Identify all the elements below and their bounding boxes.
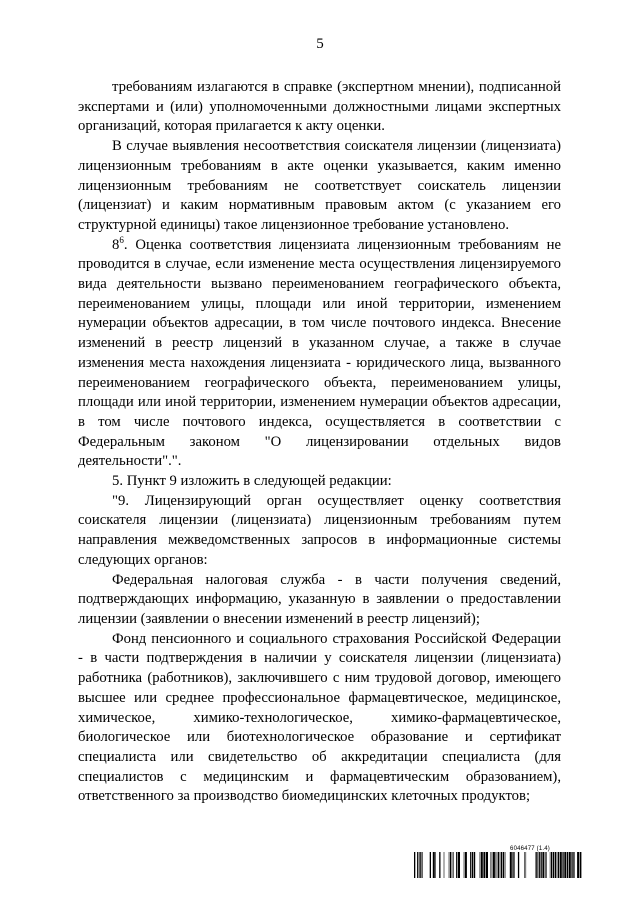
paragraph-4: 5. Пункт 9 изложить в следующей редакции: [112, 473, 392, 490]
page-number: 5 [316, 36, 324, 52]
barcode-image [414, 852, 582, 878]
paragraph-3-text: . Оценка соответствия лицензиата лицензионным требованиям не проводится в случае, если изменение места осуществления лицензируемого вида деятельности вызвано переименованием географического объекта, переименованием улицы, площади или иной территории, изменением нумерации объектов адресации, в том числе почтового индекса. Внесение изменений в реестр лицензий в указанном случае, а также в случае изменения места нахождения лицензиата - юридического лица, вызванного переименованием географического объекта, переименованием улицы, площади или иной территории, изменением нумерации объектов адресации, в том числе почтового индекса, осуществляется в соответствии с Федеральным законом "О лицензировании отдельных видов деятельности".". [78, 236, 561, 470]
paragraph-6: Федеральная налоговая служба - в части получения сведений, подтверждающих информацию, указанную в заявлении о предоставлении лицензии (заявлении о внесении изменений в реестр лицензий); [78, 571, 561, 627]
paragraph-1: требованиям излагаются в справке (экспертном мнении), подписанной экспертами и (или) уполномоченными должностными лицами экспертных организаций, которая прилагается к акту оценки. [78, 79, 561, 135]
document-body [78, 78, 561, 807]
clause-number: 8 [112, 236, 120, 253]
paragraph-3 [78, 236, 561, 472]
clause-superscript: 6 [119, 234, 124, 245]
paragraph-7: Фонд пенсионного и социального страхования Российской Федерации - в части подтверждения в наличии у соискателя лицензии (лицензиата) работника (работников), заключившего с ним трудовой договор, имеющего высшее или среднее профессиональное фармацевтическое, медицинское, химическое, химико-технологическое, химико-фармацевтическое, биологическое или биотехнологическое образование и сертификат специалиста или свидетельство об аккредитации специалиста (для специалистов с медицинским и фармацевтическим образованием), ответственного за производство биомедицинских клеточных продуктов; [78, 630, 561, 805]
paragraph-2: В случае выявления несоответствия соискателя лицензии (лицензиата) лицензионным требованиям в акте оценки указывается, каким именно лицензионным требованиям не соответствует соискатель лицензии (лицензиат) и каким нормативным правовым актом (с указанием его структурной единицы) такое лицензионное требование установлено. [78, 138, 561, 233]
paragraph-5: "9. Лицензирующий орган осуществляет оценку соответствия соискателя лицензии (лицензиата) лицензионным требованиям путем направления межведомственных запросов в информационные системы следующих органов: [78, 492, 561, 568]
barcode-number: 6046477 (1.4) [510, 846, 550, 852]
